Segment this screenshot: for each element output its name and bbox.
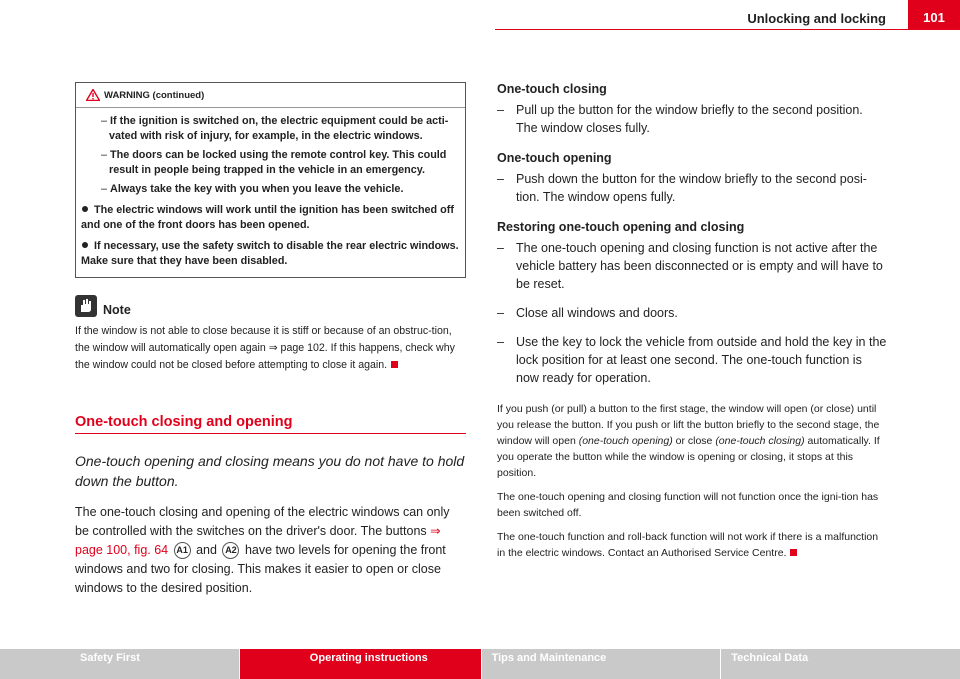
warning-bullet-item <box>81 239 459 269</box>
page-header <box>0 0 960 30</box>
left-column <box>75 82 466 598</box>
warning-dash-item: – Always take the key with you when you leave the vehicle. <box>93 182 459 197</box>
restore-step: – Close all windows and doors. <box>497 304 887 322</box>
tab-technical-data[interactable]: Technical Data <box>721 649 960 679</box>
page-reference-link[interactable]: ⇒ page 100, fig. 64 <box>75 524 441 557</box>
header-rule <box>495 29 908 30</box>
warning-bullet-item <box>81 203 459 233</box>
warning-triangle-icon <box>86 89 100 101</box>
bullet-dot-icon <box>82 206 88 212</box>
header-title: Unlocking and locking <box>747 11 886 26</box>
note-body: If the window is not able to close because it is stiff or because of an obstruc-tion, the window will automatically open again ⇒ page 102. If this happens, check why the window could not be closed before attempting to close it again. <box>75 325 455 371</box>
info-text: If you push (or pull) a button to the first stage, the window will open (or close) until you release the button. If you push or lift the button briefly to the second stage, the window will open <box>497 403 880 447</box>
note-title: Note <box>103 303 131 317</box>
warning-heading <box>76 83 465 108</box>
restore-step: – The one-touch opening and closing function is not active after the vehicle battery has been disconnected or is empty and will have to be reset. <box>497 239 887 293</box>
footer-nav <box>0 649 960 679</box>
closing-heading: One-touch closing <box>497 82 607 96</box>
warning-bullet-text: The electric windows will work until the ignition has been switched off and one of the front doors has been opened. <box>81 204 454 231</box>
callout-a1: A1 <box>174 542 191 559</box>
tab-operating-instructions[interactable]: Operating instructions <box>240 649 481 679</box>
warning-body <box>76 108 465 277</box>
info-text: automatically. If you operate the button while the window is opening or closing, it stops at this position. <box>497 435 880 479</box>
info-paragraph <box>497 529 887 561</box>
warning-dash-item: – The doors can be locked using the remote control key. This could result in people being trapped in the vehicle in an emergency. <box>93 148 459 178</box>
warning-box <box>75 82 466 278</box>
note-hand-icon <box>75 295 97 317</box>
note-heading <box>75 295 466 317</box>
info-text: or close <box>675 435 713 447</box>
tab-tips-and-maintenance[interactable]: Tips and Maintenance <box>482 649 721 679</box>
info-text: The one-touch function and roll-back function will not work if there is a malfunction in the electric windows. Contact an Authorised Service Centre. <box>497 531 879 559</box>
end-mark-icon <box>391 361 398 368</box>
note-text <box>75 323 467 374</box>
bullet-dot-icon <box>82 242 88 248</box>
info-paragraph <box>497 401 887 481</box>
section-body-text: The one-touch closing and opening of the electric windows can only be controlled with the switches on the driver's door. The buttons <box>75 505 450 538</box>
warning-heading-text: WARNING (continued) <box>104 89 205 101</box>
page-number: 101 <box>908 0 960 30</box>
tab-safety-first[interactable]: Safety First <box>0 649 239 679</box>
restore-heading: Restoring one-touch opening and closing <box>497 220 745 234</box>
section-body-text: have two levels for opening the front windows and two for closing. This makes it easier to open or close windows to the desired position. <box>75 543 446 595</box>
opening-step: – Push down the button for the window briefly to the second posi-tion. The window opens fully. <box>497 170 887 206</box>
warning-bullet-text: If necessary, use the safety switch to disable the rear electric windows. Make sure that they have been disabled. <box>81 240 459 267</box>
info-emphasis: (one-touch opening) <box>578 435 673 447</box>
section-subtitle: One-touch opening and closing means you do not have to hold down the button. <box>75 453 465 489</box>
one-touch-opening-block <box>497 151 887 206</box>
callout-a2: A2 <box>222 542 239 559</box>
restore-step: – Use the key to lock the vehicle from outside and hold the key in the lock position for at least one second. The one-touch function is now ready for operation. <box>497 333 887 387</box>
section-title: One-touch closing and opening <box>75 414 466 434</box>
one-touch-closing-block <box>497 82 887 137</box>
opening-heading: One-touch opening <box>497 151 612 165</box>
restore-block <box>497 220 887 387</box>
info-paragraph: The one-touch opening and closing function will not function once the igni-tion has been switched off. <box>497 491 879 519</box>
closing-step: – Pull up the button for the window briefly to the second position. The window closes fully. <box>497 101 887 137</box>
section-body-text: and <box>196 543 217 557</box>
info-emphasis: (one-touch closing) <box>715 435 805 447</box>
right-column <box>497 82 887 561</box>
section-body <box>75 503 466 598</box>
end-mark-icon <box>790 549 797 556</box>
warning-dash-item: – If the ignition is switched on, the electric equipment could be acti-vated with risk of injury, for example, in the electric windows. <box>93 114 459 144</box>
